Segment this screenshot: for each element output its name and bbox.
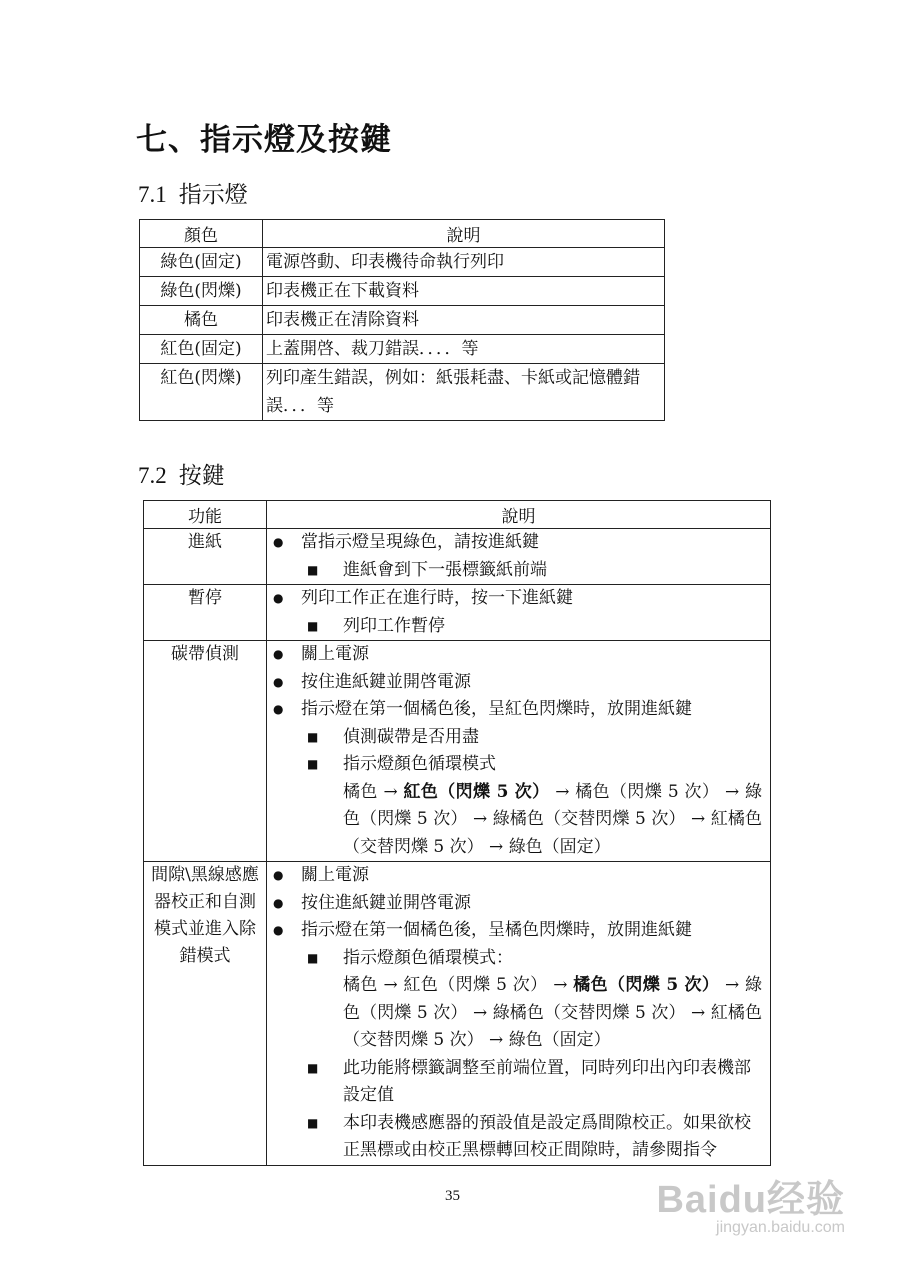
arrow-right-icon: → [377,975,404,995]
table-row [140,306,665,335]
bullet-dot-icon: ● [273,674,284,689]
description-cell [267,585,771,641]
arrow-right-icon: → [719,781,746,802]
section-title-indicator [138,176,248,209]
table-row [140,364,665,421]
section-label: 按鍵 [178,463,225,489]
arrow-right-icon: → [467,809,493,829]
description-cell [267,641,771,862]
arrow-right-icon: → [547,975,574,995]
description-cell: 列印產生錯誤，例如：紙張耗盡、卡紙或記憶體錯誤．．．等 [263,364,665,421]
description-cell: 印表機正在下載資料 [263,277,665,306]
color-cell: 綠色(固定) [140,248,263,277]
bullet-dot-icon: ● [273,591,284,605]
watermark-logo: Baidu经验 [656,1179,845,1221]
description-cell: 電源啓動、印表機待命執行列印 [263,248,665,277]
section-title-keys [138,457,225,490]
arrow-right-icon: → [467,1002,493,1023]
list-item: 按住進紙鍵並開啓電源 [301,671,471,692]
indicator-table [139,219,665,421]
list-item: 指示燈顏色循環模式 [343,754,496,774]
list-item: 按住進紙鍵並開啓電源 [301,892,471,913]
column-header-description: 說明 [267,501,771,529]
arrow-right-icon: → [685,1002,711,1023]
arrow-right-icon: → [685,809,711,829]
column-header-description: 說明 [263,220,665,248]
list-item: 偵測碳帶是否用盡 [343,726,479,747]
color-cell: 紅色(固定) [140,335,263,364]
arrow-right-icon: → [483,1030,509,1050]
arrow-right-icon: → [483,836,509,857]
bullet-square-icon: ■ [307,757,319,771]
list-item: 本印表機感應器的預設值是設定爲間隙校正。如果欲校正黑標或由校正黑標轉回校正間隙時，請參閱指令 [343,1112,751,1160]
column-header-color: 顏色 [140,220,263,248]
table-row [144,585,771,641]
color-cell: 綠色(閃爍) [140,277,263,306]
color-cell: 橘色 [140,306,263,335]
list-item: 進紙會到下一張標籤紙前端 [343,559,547,580]
watermark-site: jingyan.baidu.com [716,1219,845,1236]
bullet-square-icon: ■ [307,618,319,633]
bullet-square-icon: ■ [307,950,319,965]
description-cell [267,862,771,1166]
list-item: 指示燈顏色循環模式： [343,947,513,968]
color-cycle-sequence: 橘色 → 紅色（閃爍 5 次） → 橘色（閃爍 5 次） → 綠色（閃爍 5 次） → 綠橘色（交替閃爍 5 次） → 紅橘色（交替閃爍 5 次） → 綠色（固定） [343,781,763,857]
bullet-square-icon: ■ [307,1115,319,1130]
list-item: 列印工作正在進行時，按一下進紙鍵 [301,588,573,608]
description-cell: 上蓋開啓、裁刀錯誤．．．．等 [263,335,665,364]
bullet-square-icon: ■ [307,562,319,577]
bullet-square-icon: ■ [307,1060,319,1075]
arrow-right-icon: → [377,781,404,802]
list-item: 列印工作暫停 [343,615,445,636]
table-row [140,277,665,306]
function-cell: 進紙 [144,529,267,585]
color-cycle-sequence: 橘色 → 紅色（閃爍 5 次） → 橘色（閃爍 5 次） → 綠色（閃爍 5 次） → 綠橘色（交替閃爍 5 次） → 紅橘色（交替閃爍 5 次） → 綠色（固定） [343,975,763,1050]
section-number: 7.2 [138,463,167,488]
list-item: 關上電源 [301,865,369,885]
list-item: 指示燈在第一個橘色後，呈橘色閃爍時，放開進紙鍵 [301,920,692,940]
table-row [140,335,665,364]
column-header-function: 功能 [144,501,267,529]
list-item: 指示燈在第一個橘色後，呈紅色閃爍時，放開進紙鍵 [301,699,692,719]
table-row [144,862,771,1166]
arrow-right-icon: → [719,975,746,995]
function-cell: 碳帶偵測 [144,641,267,862]
list-item: 關上電源 [301,644,369,664]
page-number: 35 [445,1188,460,1204]
bullet-square-icon: ■ [307,729,319,744]
watermark [656,1168,845,1237]
bullet-dot-icon: ● [273,895,284,910]
function-cell: 暫停 [144,585,267,641]
bullet-dot-icon: ● [273,702,284,716]
table-row [144,529,771,585]
section-number: 7.1 [138,182,167,207]
description-cell: 印表機正在清除資料 [263,306,665,335]
function-cell: 間隙\黑線感應器校正和自測模式並進入除錯模式 [144,862,267,1166]
table-row [140,248,665,277]
keys-table [143,500,771,1166]
table-header-row [144,501,771,529]
page-title: 七、指示燈及按鍵 [136,122,392,158]
arrow-right-icon: → [549,781,576,802]
bullet-dot-icon: ● [273,647,284,661]
bullet-dot-icon: ● [273,535,284,549]
table-row [144,641,771,862]
bullet-dot-icon: ● [273,923,284,937]
bullet-dot-icon: ● [273,868,284,882]
list-item: 當指示燈呈現綠色，請按進紙鍵 [301,532,539,552]
list-item: 此功能將標籤調整至前端位置，同時列印出內印表機部設定值 [343,1057,751,1105]
description-cell [267,529,771,585]
table-header-row [140,220,665,248]
color-cell: 紅色(閃爍) [140,364,263,421]
section-label: 指示燈 [178,182,248,208]
